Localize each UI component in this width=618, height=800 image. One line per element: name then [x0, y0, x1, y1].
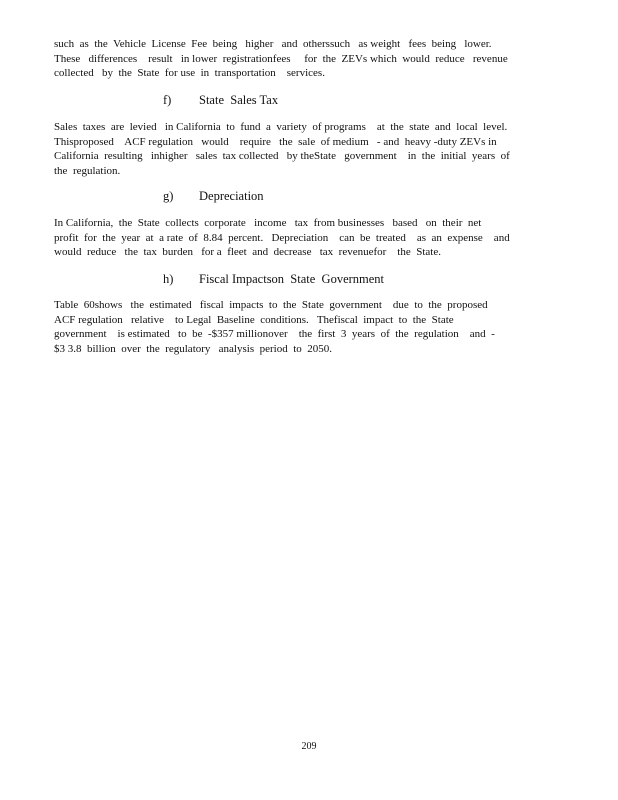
- paragraph-registration-fees: [54, 37, 558, 81]
- text-line: profit for the year at a rate of 8.84 percent. Depreciation can be treated as an expense and: [54, 231, 510, 244]
- section-title: Fiscal Impactson State Government: [199, 272, 385, 286]
- text-line: These differences result in lower registrationfees for the ZEVs which would reduce revenue: [54, 52, 508, 65]
- text-line: collected by the State for use in transportation services.: [54, 67, 325, 79]
- paragraph-depreciation: [54, 216, 558, 260]
- text-line: such as the Vehicle License Fee being higher and otherssuch as weight fees being lower.: [54, 38, 492, 50]
- section-heading-fiscal-impacts: [163, 271, 384, 287]
- text-line: Thisproposed ACF regulation would require the sale of medium - and heavy -duty ZEVs in: [54, 135, 497, 148]
- text-line: government is estimated to be -$357 millionover the first 3 years of the regulation and -: [54, 328, 495, 340]
- section-letter: h): [163, 272, 174, 286]
- paragraph-fiscal-impacts: [54, 298, 558, 356]
- section-title: State Sales Tax: [199, 93, 279, 107]
- page-number: 209: [301, 741, 317, 752]
- text-line: $3 3.8 billion over the regulatory analysis period to 2050.: [54, 342, 333, 355]
- section-heading-state-sales-tax: [163, 92, 278, 108]
- text-line: Table 60shows the estimated fiscal impacts to the State government due to the proposed: [54, 299, 488, 311]
- section-heading-depreciation: [163, 188, 264, 204]
- text-line: In California, the State collects corporate income tax from businesses based on their net: [54, 217, 482, 229]
- section-letter: f): [163, 93, 172, 107]
- text-line: would reduce the tax burden for a fleet and decrease tax revenuefor the State.: [54, 246, 441, 258]
- text-line: the regulation.: [54, 164, 121, 177]
- paragraph-sales-tax: [54, 120, 558, 178]
- text-line: Sales taxes are levied in California to fund a variety of programs at the state and local level.: [54, 121, 508, 133]
- section-title: Depreciation: [199, 189, 264, 203]
- text-line: ACF regulation relative to Legal Baseline conditions. Thefiscal impact to the State: [54, 313, 454, 326]
- text-line: California resulting inhigher sales tax collected by theState government in the initial years of: [54, 150, 510, 162]
- section-letter: g): [163, 189, 174, 203]
